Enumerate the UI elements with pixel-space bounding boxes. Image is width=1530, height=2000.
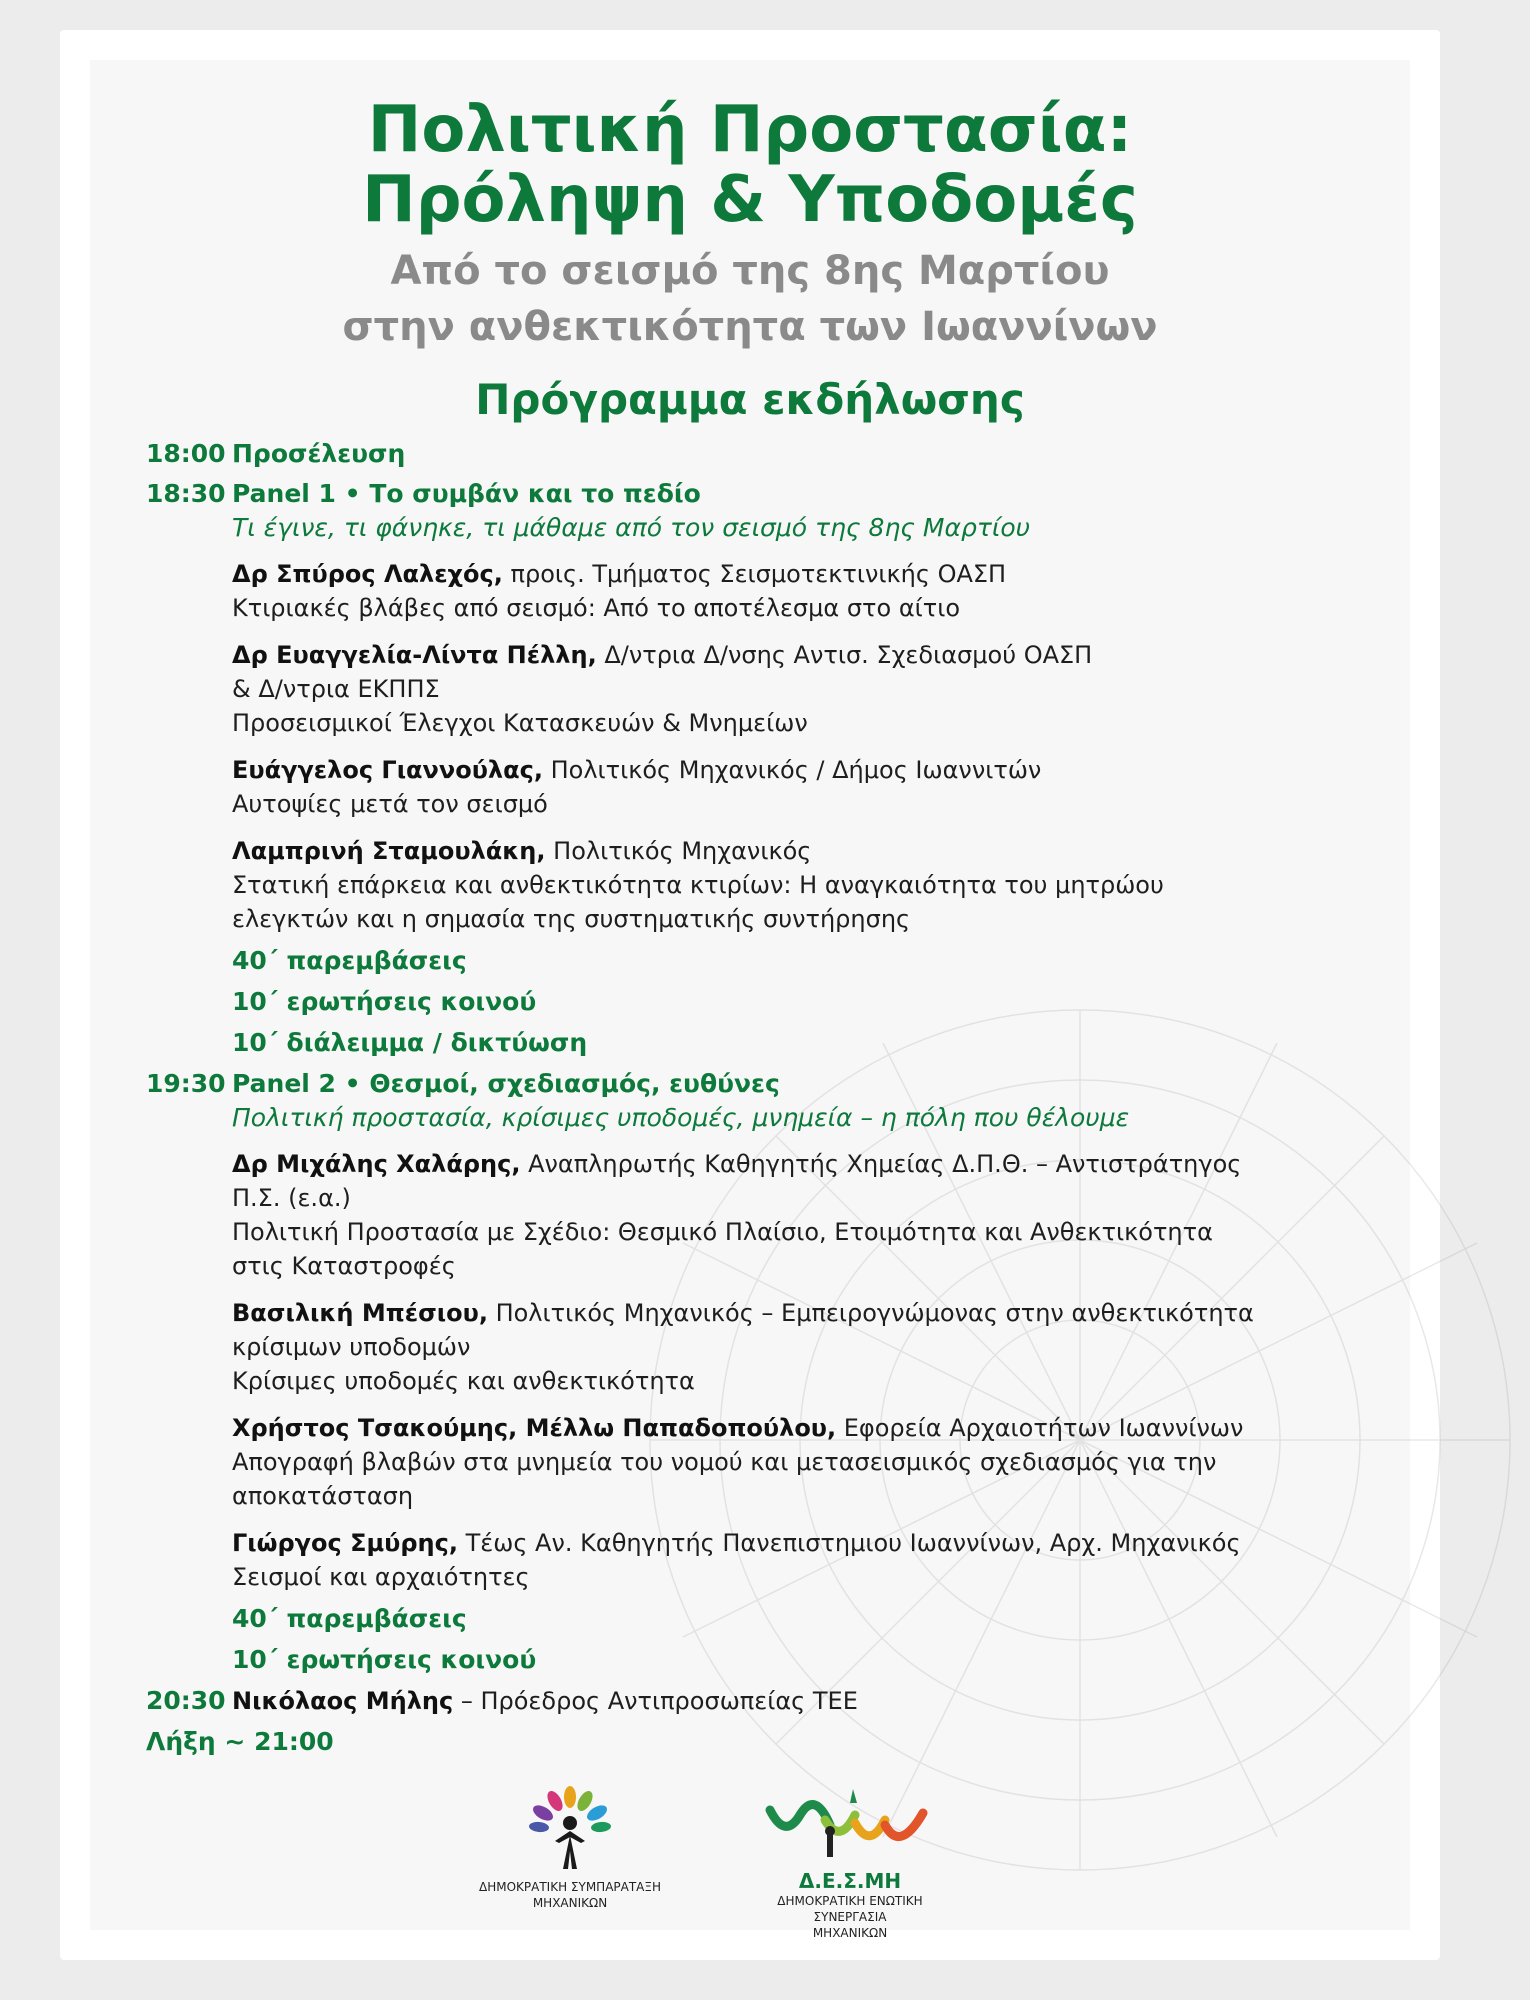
- speaker-name-role: [232, 1147, 1352, 1181]
- dsm-caption-1: ΔΗΜΟΚΡΑΤΙΚΗ ΣΥΜΠΑΡΑΤΑΞΗ: [478, 1880, 661, 1894]
- panel2-subtitle: Πολιτική προστασία, κρίσιμες υποδομές, μνημεία – η πόλη που θέλουμε: [232, 1103, 1130, 1132]
- tree-figure-icon: [525, 1785, 615, 1875]
- panel1-interventions: 40΄ παρεμβάσεις: [232, 946, 467, 975]
- desmi-caption-1: ΔΗΜΟΚΡΑΤΙΚΗ ΕΝΩΤΙΚΗ ΣΥΝΕΡΓΑΣΙΑ: [777, 1894, 923, 1924]
- speaker-role: Τέως Αν. Καθηγητής Πανεπιστημιου Ιωαννίνων, Αρχ. Μηχανικός: [457, 1529, 1241, 1557]
- speaker-name-role: [232, 638, 1352, 672]
- speaker-role: Αναπληρωτής Καθηγητής Χημείας Δ.Π.Θ. – Αντιστράτηγος: [520, 1150, 1242, 1178]
- talk-title: Απογραφή βλαβών στα μνημεία του νομού και μετασεισμικός σχεδιασμός για την: [232, 1448, 1217, 1476]
- desmi-name: Δ.Ε.Σ.ΜΗ: [798, 1869, 902, 1893]
- poster: [90, 60, 1410, 1940]
- speaker-role-cont: κρίσιμων υποδομών: [232, 1333, 471, 1361]
- speaker-name: Γιώργος Σμύρης,: [232, 1529, 458, 1557]
- panel2-interventions: 40΄ παρεμβάσεις: [232, 1604, 467, 1633]
- talk-title: Σεισμοί και αρχαιότητες: [232, 1563, 530, 1591]
- panel1-time: 18:30: [146, 479, 226, 508]
- arrival-label: Προσέλευση: [232, 439, 406, 468]
- desmi-logo: [740, 1785, 960, 1941]
- speaker-name: Ευάγγελος Γιαννούλας,: [232, 756, 543, 784]
- subtitle-line-1: Από το σεισμό της 8ης Μαρτίου: [390, 248, 1110, 294]
- talk-title: Στατική επάρκεια και ανθεκτικότητα κτιρίων: Η αναγκαιότητα του μητρώου: [232, 871, 1164, 899]
- talk-title: Προσεισμικοί Έλεγχοι Κατασκευών & Μνημείων: [232, 709, 808, 737]
- speaker-name-role: [232, 834, 1352, 868]
- dsm-caption-2: ΜΗΧΑΝΙΚΩΝ: [532, 1896, 608, 1910]
- speaker-role: Εφορεία Αρχαιοτήτων Ιωαννίνων: [836, 1414, 1244, 1442]
- panel2-time: 19:30: [146, 1069, 226, 1098]
- speaker-role-cont: & Δ/ντρια ΕΚΠΠΣ: [232, 675, 440, 703]
- talk-title-cont: ελεγκτών και η σημασία της συστηματικής συντήρησης: [232, 905, 911, 933]
- talk-title: Κτιριακές βλάβες από σεισμό: Από το αποτέλεσμα στο αίτιο: [232, 594, 961, 622]
- speaker-role: προις. Τμήματος Σεισμοτεκτινικής ΟΑΣΠ: [502, 560, 1007, 588]
- panel1-break: 10΄ διάλειμμα / δικτύωση: [232, 1028, 588, 1057]
- panel2-title: Panel 2 • Θεσμοί, σχεδιασμός, ευθύνες: [232, 1069, 780, 1098]
- event-end: Λήξη ~ 21:00: [146, 1727, 334, 1756]
- closing-time: 20:30: [146, 1686, 226, 1715]
- speaker-name: Λαμπρινή Σταμουλάκη,: [232, 837, 546, 865]
- speaker-name: Δρ Μιχάλης Χαλάρης,: [232, 1150, 521, 1178]
- speaker-name-role: [232, 1526, 1352, 1560]
- program-content: [90, 60, 1410, 1940]
- panel1-title: Panel 1 • Το συμβάν και το πεδίο: [232, 479, 701, 508]
- title-line-1: Πολιτική Προστασία:: [367, 93, 1133, 167]
- talk-title: Αυτοψίες μετά τον σεισμό: [232, 790, 548, 818]
- desmi-caption-2: ΜΗΧΑΝΙΚΩΝ: [812, 1926, 888, 1940]
- closing-name: Νικόλαος Μήλης: [232, 1687, 454, 1715]
- speaker-name-role: [232, 753, 1352, 787]
- speaker-name: Χρήστος Τσακούμης, Μέλλω Παπαδοπούλου,: [232, 1414, 837, 1442]
- closing-speaker: [232, 1684, 1352, 1718]
- closing-role: – Πρόεδρος Αντιπροσωπείας ΤΕΕ: [453, 1687, 858, 1715]
- panel1-subtitle: Τι έγινε, τι φάνηκε, τι μάθαμε από τον σεισμό της 8ης Μαρτίου: [232, 513, 1031, 542]
- talk-title: Πολιτική Προστασία με Σχέδιο: Θεσμικό Πλαίσιο, Ετοιμότητα και Ανθεκτικότητα: [232, 1218, 1213, 1246]
- speaker-role: Πολιτικός Μηχανικός – Εμπειρογνώμονας στην ανθεκτικότητα: [487, 1299, 1254, 1327]
- speaker-name: Δρ Σπύρος Λαλεχός,: [232, 560, 503, 588]
- speaker-role: Δ/ντρια Δ/νσης Αντισ. Σχεδιασμού ΟΑΣΠ: [596, 641, 1093, 669]
- program-heading: Πρόγραμμα εκδήλωσης: [475, 375, 1025, 424]
- panel2-questions: 10΄ ερωτήσεις κοινού: [232, 1645, 537, 1674]
- speaker-name-role: [232, 1296, 1352, 1330]
- dsm-logo: [470, 1785, 670, 1911]
- speaker-role-cont: Π.Σ. (ε.α.): [232, 1184, 351, 1212]
- arrival-time: 18:00: [146, 439, 226, 468]
- talk-title-cont: αποκατάσταση: [232, 1482, 414, 1510]
- speaker-name: Βασιλική Μπέσιου,: [232, 1299, 488, 1327]
- speaker-name-role: [232, 557, 1352, 591]
- speaker-name: Δρ Ευαγγελία-Λίντα Πέλλη,: [232, 641, 597, 669]
- desmi-emblem-icon: [765, 1785, 935, 1865]
- speaker-role: Πολιτικός Μηχανικός: [545, 837, 812, 865]
- talk-title-cont: στις Καταστροφές: [232, 1252, 456, 1280]
- panel1-questions: 10΄ ερωτήσεις κοινού: [232, 987, 537, 1016]
- speaker-role: Πολιτικός Μηχανικός / Δήμος Ιωαννιτών: [542, 756, 1042, 784]
- title-line-2: Πρόληψη & Υποδομές: [362, 163, 1138, 237]
- talk-title: Κρίσιμες υποδομές και ανθεκτικότητα: [232, 1367, 695, 1395]
- subtitle-line-2: στην ανθεκτικότητα των Ιωαννίνων: [342, 304, 1158, 350]
- speaker-name-role: [232, 1411, 1352, 1445]
